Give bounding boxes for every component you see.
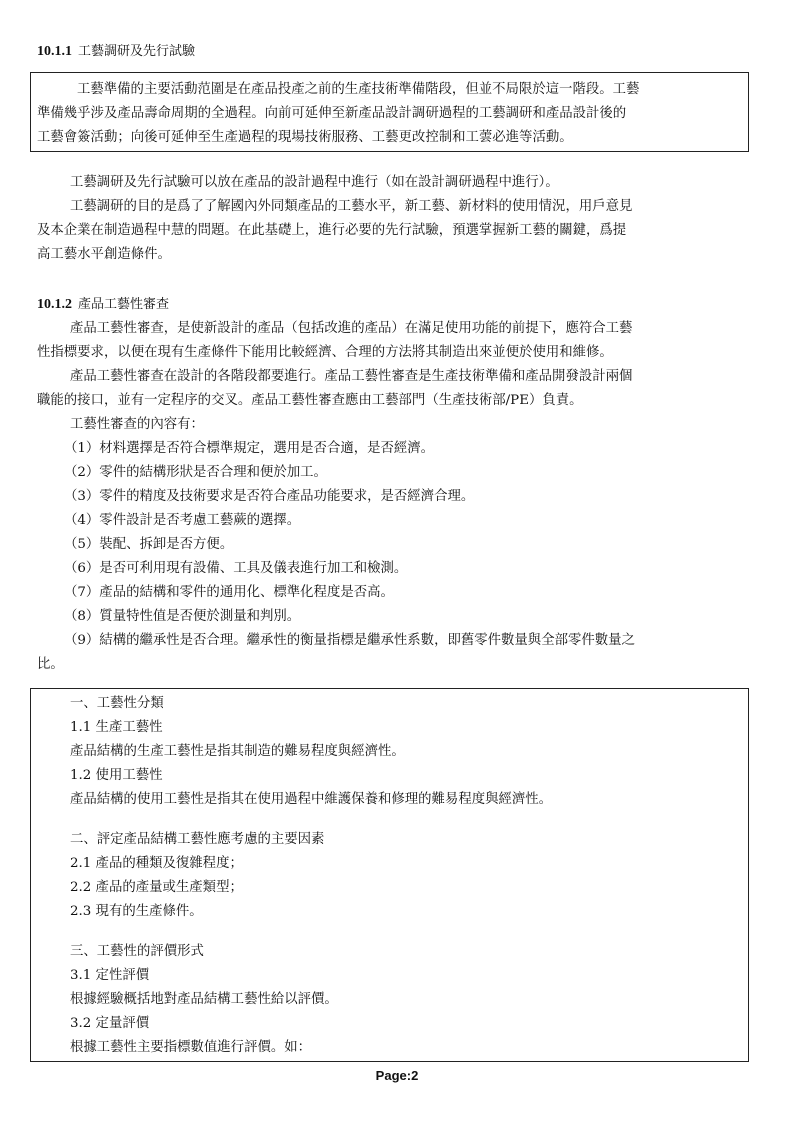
- paragraph-line: 工藝調研的目的是爲了了解國內外同類產品的工藝水平，新工藝、新材料的使用情況，用戶意見: [70, 199, 633, 214]
- box-subheading: 3.1 定性評價: [70, 968, 150, 983]
- box-heading: 二、評定產品結構工藝性應考慮的主要因素: [70, 832, 325, 847]
- paragraph-line: 高工藝水平創造條件。: [37, 247, 171, 262]
- list-item: （1）材料選擇是否符合標準規定，選用是否合適，是否經濟。: [64, 441, 435, 456]
- box-heading: 三、工藝性的評價形式: [70, 944, 204, 959]
- list-item: （5）裝配、拆卸是否方便。: [64, 537, 234, 552]
- box-subheading: 3.2 定量評價: [70, 1016, 150, 1031]
- box-heading: 一、工藝性分類: [70, 696, 164, 711]
- intro-box-line: 工藝準備的主要活動范圍是在產品投產之前的生產技術準備階段，但並不局限於這一階段。工藝: [77, 82, 640, 97]
- list-heading: 工藝性審查的內容有：: [70, 417, 204, 432]
- paragraph-line: 性指標要求，以便在現有生產條件下能用比較經濟、合理的方法將其制造出來並便於使用和維修。: [37, 345, 613, 360]
- section-number: 10.1.2: [37, 297, 72, 312]
- box-line: 2.1 產品的種類及復雜程度；: [70, 856, 243, 871]
- paragraph-line: 工藝調研及先行試驗可以放在產品的設計過程中進行（如在設計調研過程中進行）。: [70, 175, 559, 190]
- list-item: （9）結構的繼承性是否合理。繼承性的衡量指標是繼承性系數，即舊零件數量與全部零件數量之: [64, 633, 635, 648]
- list-item: （3）零件的精度及技術要求是否符合產品功能要求，是否經濟合理。: [64, 489, 475, 504]
- box-line: 產品結構的生產工藝性是指其制造的難易程度與經濟性。: [70, 744, 405, 759]
- box-line: 2.2 產品的產量或生產類型；: [70, 880, 243, 895]
- list-item: （8）質量特性值是否便於測量和判別。: [64, 609, 301, 624]
- section-title: 產品工藝性審查: [78, 297, 170, 312]
- paragraph-line: 及本企業在制造過程中慧的問題。在此基礎上，進行必要的先行試驗，預選掌握新工藝的關鍵，爲提: [37, 223, 627, 238]
- section-title: 工藝調研及先行試驗: [78, 44, 196, 59]
- page-number: Page:2: [375, 1068, 419, 1083]
- section-heading-10-1-1: [37, 40, 195, 60]
- paragraph-line: 職能的接口，並有一定程序的交叉。產品工藝性審查應由工藝部門（生產技術部/PE）負責。: [37, 393, 583, 408]
- box-line: 根據經驗概括地對產品結構工藝性給以評價。: [70, 992, 338, 1007]
- section-heading-10-1-2: [37, 293, 169, 313]
- section-number: 10.1.1: [37, 44, 72, 59]
- box-subheading: 1.1 生產工藝性: [70, 720, 163, 735]
- paragraph-line: 產品工藝性審查，是使新設計的產品（包括改進的產品）在滿足使用功能的前提下，應符合工藝: [70, 321, 633, 336]
- box-line: 2.3 現有的生產條件。: [70, 904, 203, 919]
- paragraph-line: 產品工藝性審查在設計的各階段都要進行。產品工藝性審查是生產技術準備和產品開發設計兩個: [70, 369, 633, 384]
- intro-box-line: 工藝會簽活動；向後可延伸至生產過程的現場技術服務、工藝更改控制和工蕓必進等活動。: [37, 130, 573, 145]
- list-item: （2）零件的結構形狀是否合理和便於加工。: [64, 465, 327, 480]
- list-item: （7）產品的結構和零件的通用化、標準化程度是否高。: [64, 585, 394, 600]
- intro-box-line: 準備幾乎涉及產品壽命周期的全過程。向前可延伸至新產品設計調研過程的工藝調研和產品設計後的: [37, 106, 627, 121]
- box-line: 根據工藝性主要指標數值進行評價。如：: [70, 1040, 312, 1055]
- box-line: 產品結構的使用工藝性是指其在使用過程中維護保養和修理的難易程度與經濟性。: [70, 792, 553, 807]
- box-subheading: 1.2 使用工藝性: [70, 768, 163, 783]
- list-item-continuation: 比。: [37, 657, 64, 672]
- list-item: （4）零件設計是否考慮工藝蕨的選擇。: [64, 513, 301, 528]
- list-item: （6）是否可利用現有設備、工具及儀表進行加工和檢測。: [64, 561, 408, 576]
